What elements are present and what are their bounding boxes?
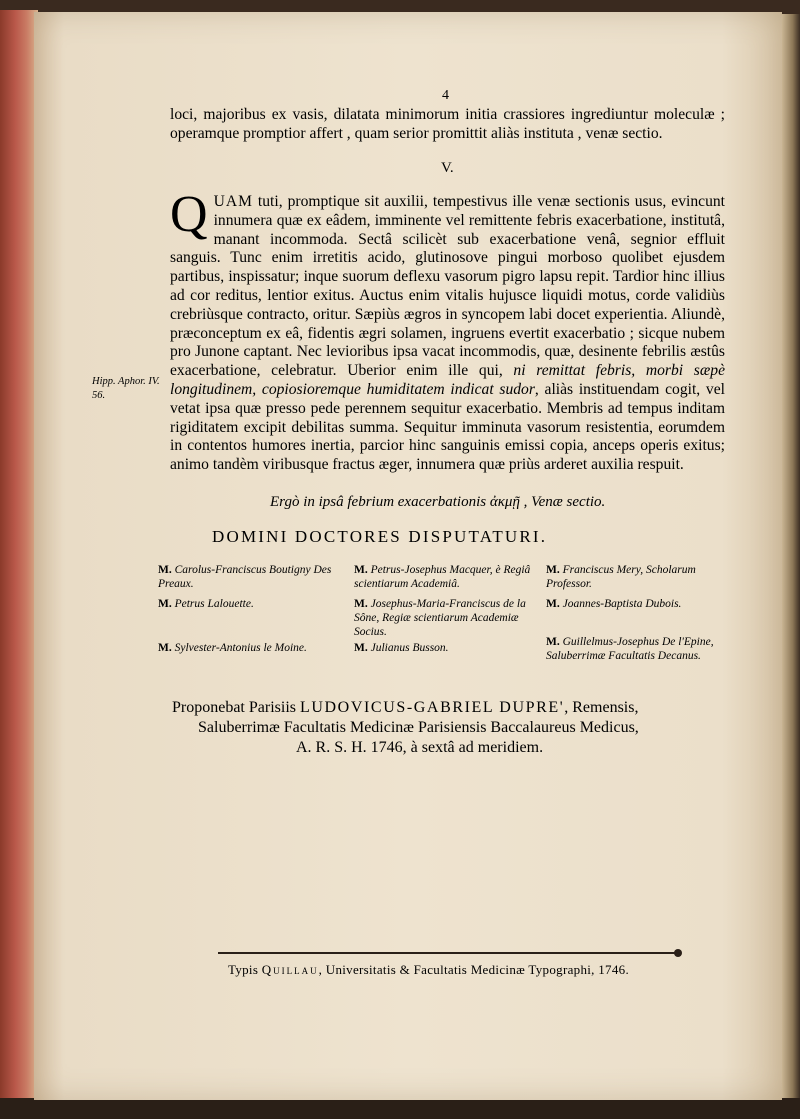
footer-rule bbox=[218, 952, 678, 954]
doctor-entry: M. Carolus-Franciscus Boutigny Des Preaux. bbox=[158, 564, 332, 590]
drop-cap: Q bbox=[170, 186, 208, 243]
main-text-2: , aliàs instituendam cogit, vel vetat ipsa quæ presso pede perennem sequitur exacerbatio. Membris ad tempus inditam rigiditatem excipit debilitas summa. Sequitur imminuta vasorum resistentia, eorumdem in contentos humores inertia, parcior hinc sanguinis emissi copia, anceps operis exitus; animo tandèm viribusque fractus æger, innumera quæ priùs arderet auxilia respuit. bbox=[170, 380, 725, 474]
doctor-entry: M. Sylvester-Antonius le Moine. bbox=[158, 642, 307, 654]
top-paragraph: loci, majoribus ex vasis, dilatata minimorum initia crassiores ingrediuntur moleculæ ; operamque promptior affert , quam serior promittit aliàs instituta , venæ sectio. bbox=[170, 106, 725, 142]
doctors-heading: DOMINI DOCTORES DISPUTATURI. bbox=[212, 527, 548, 546]
proponebat-line-3: A. R. S. H. 1746, à sextâ ad meridiem. bbox=[296, 739, 544, 756]
page-number: 4 bbox=[442, 88, 449, 103]
doctors-list bbox=[158, 563, 738, 673]
section-numeral: V. bbox=[441, 160, 454, 176]
doctor-entry: M. Petrus Lalouette. bbox=[158, 598, 254, 610]
printer-footer: Typis Quillau, Universitatis & Facultatis Medicinæ Typographi, 1746. bbox=[228, 962, 630, 977]
document-page bbox=[34, 12, 782, 1100]
doctor-entry: M. Petrus-Josephus Macquer, è Regiâ scientiarum Academiâ. bbox=[354, 564, 531, 590]
page-edge-right bbox=[782, 14, 800, 1100]
proponebat-block bbox=[172, 698, 732, 758]
doctor-entry: M. Josephus-Maria-Franciscus de la Sône, Regiæ scientiarum Academiæ Socius. bbox=[354, 598, 526, 638]
doctor-entry: M. Joannes-Baptista Dubois. bbox=[546, 598, 682, 610]
main-text-1: tuti, promptique sit auxilii, tempestivus ille venæ sectionis usus, evincunt innumera quæ ex eâdem, imminente vel remittente febris exacerbatione, institutâ, manant incommoda. Sectâ scilicèt sub exacerbatione venâ, segnior effluit sanguis. Tunc enim irretitis acido, glutinosove pingui morboso quolibet ejusdem partibus, inspissatur; inque suorum deflexu vasorum pigro lapsu repit. Tardior hinc illius ad cor reditus, lentior exitus. Auctus enim vitalis hujusce liquidi motus, corde validiùs crebriùsque contracto, oritur. Sæpiùs ægros in syncopem labi docet experientia. Aliundè, præconceptum ex eâ, fidentis ægri solamen, ingruens evertit exacerbatio ; sicque nubem pro Junone captant. Nec levioribus ipsa vacat incommodis, quæ, desinente febrilis æstûs exacerbatione, celebratur. Uberior enim ille qui, bbox=[170, 193, 725, 380]
doctor-entry: M. Guillelmus-Josephus De l'Epine, Saluberrimæ Facultatis Decanus. bbox=[546, 636, 714, 662]
margin-note: Hipp. Aphor. IV. 56. bbox=[92, 376, 160, 401]
doctor-entry: M. Julianus Busson. bbox=[354, 642, 449, 654]
conclusion: Ergò in ipsâ febrium exacerbationis ἀκμῇ , Venæ sectio. bbox=[270, 494, 606, 510]
main-paragraph bbox=[170, 186, 725, 475]
page-edge-left bbox=[0, 10, 38, 1105]
main-quote: ni remittat febris, morbi sæpè longitudinem, copiosioremque humiditatem indicat sudor bbox=[170, 362, 725, 398]
proponebat-line-2: Saluberrimæ Facultatis Medicinæ Parisiensis Baccalaureus Medicus, bbox=[198, 719, 639, 736]
proponebat-line-1: Proponebat Parisiis LUDOVICUS-GABRIEL DUPRE', Remensis, bbox=[172, 699, 639, 716]
doctor-entry: M. Franciscus Mery, Scholarum Professor. bbox=[546, 564, 696, 590]
book-bottom-edge bbox=[0, 1098, 800, 1119]
lead-caps: UAM bbox=[213, 193, 253, 210]
